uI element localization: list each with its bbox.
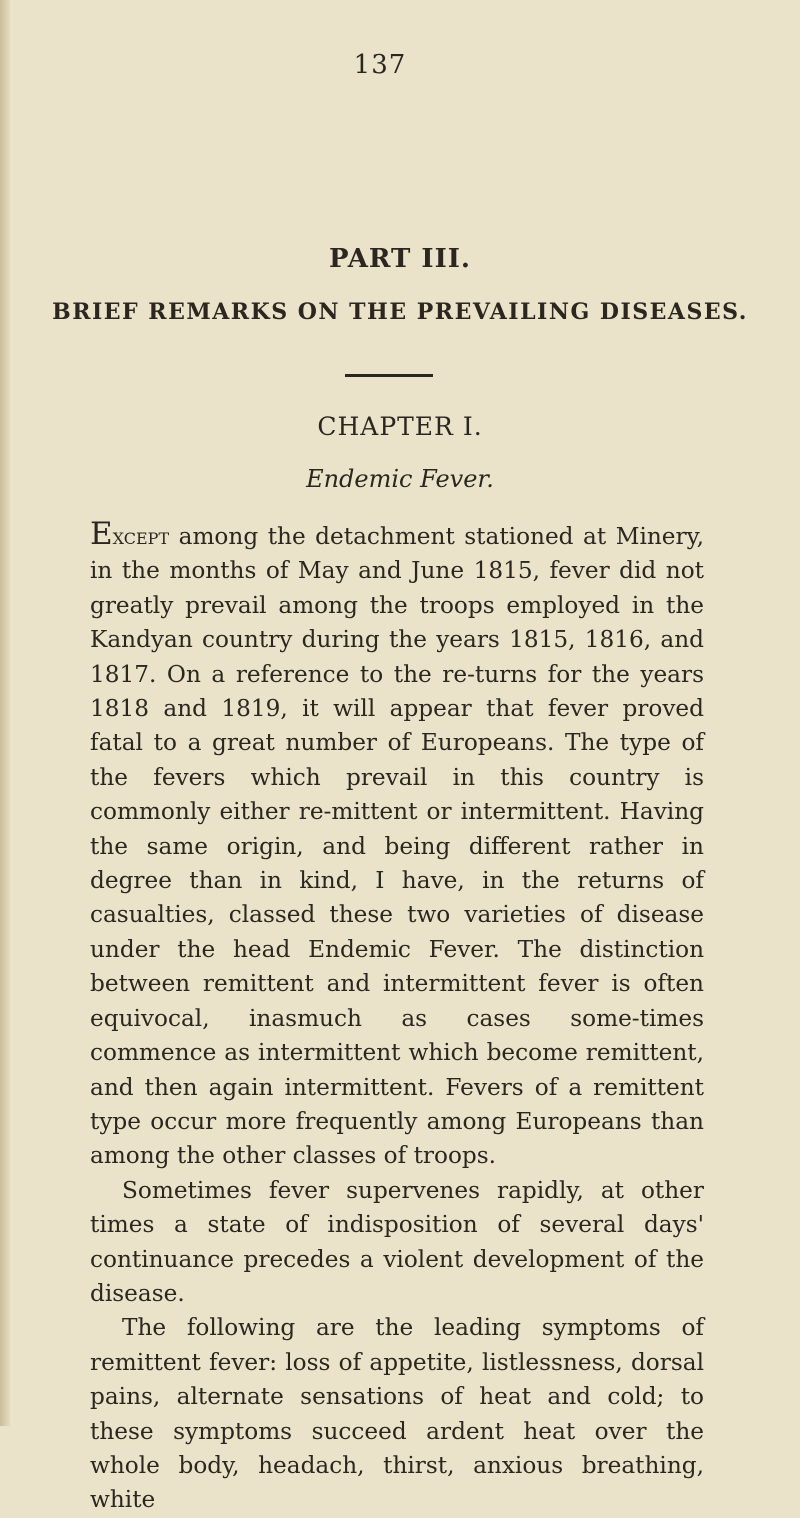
paragraph-1 [90, 517, 704, 1174]
heading-divider [345, 374, 433, 377]
page-number: 137 [353, 50, 407, 80]
body-text [90, 517, 704, 1518]
paragraph-3: The following are the leading symptoms of remittent fever: loss of appetite, listlessness, dorsal pains, alternate sensations of heat and cold; to these symptoms succeed ardent heat over the whole body, headach, thirst, anxious breathing, white [90, 1314, 704, 1514]
paragraph-text: among the detachment stationed at Minery, in the months of May and June 1815, fever did not greatly prevail among the troops employed in the Kandyan country during the years 1815, 1816, and 1817. On a reference to the re-turns for the years 1818 and 1819, it will appear that fever proved fatal to a great number of Europeans. The type of the fevers which prevail in this country is commonly either re-mittent or intermittent. Having the same origin, and being different rather in degree than in kind, I have, in the returns of casualties, classed these two varieties of disease under the head Endemic Fever. The distinction between remittent and intermittent fever is often equivocal, inasmuch as cases some-times commence as intermittent which become remittent, and then again intermittent. Fevers of a remittent type occur more frequently among Europeans than among the other classes of troops. [90, 523, 704, 1170]
lead-word: xcept [112, 523, 170, 550]
chapter-subtitle: Endemic Fever. [306, 465, 494, 493]
part-title: PART III. [329, 244, 471, 274]
section-heading: BRIEF REMARKS ON THE PREVAILING DISEASES. [52, 299, 748, 325]
drop-initial: E [90, 516, 113, 552]
page-edge [0, 0, 10, 1426]
chapter-title: CHAPTER I. [317, 412, 483, 441]
paragraph-2: Sometimes fever supervenes rapidly, at other times a state of indisposition of several days' continuance precedes a violent development of the disease. [90, 1176, 704, 1307]
